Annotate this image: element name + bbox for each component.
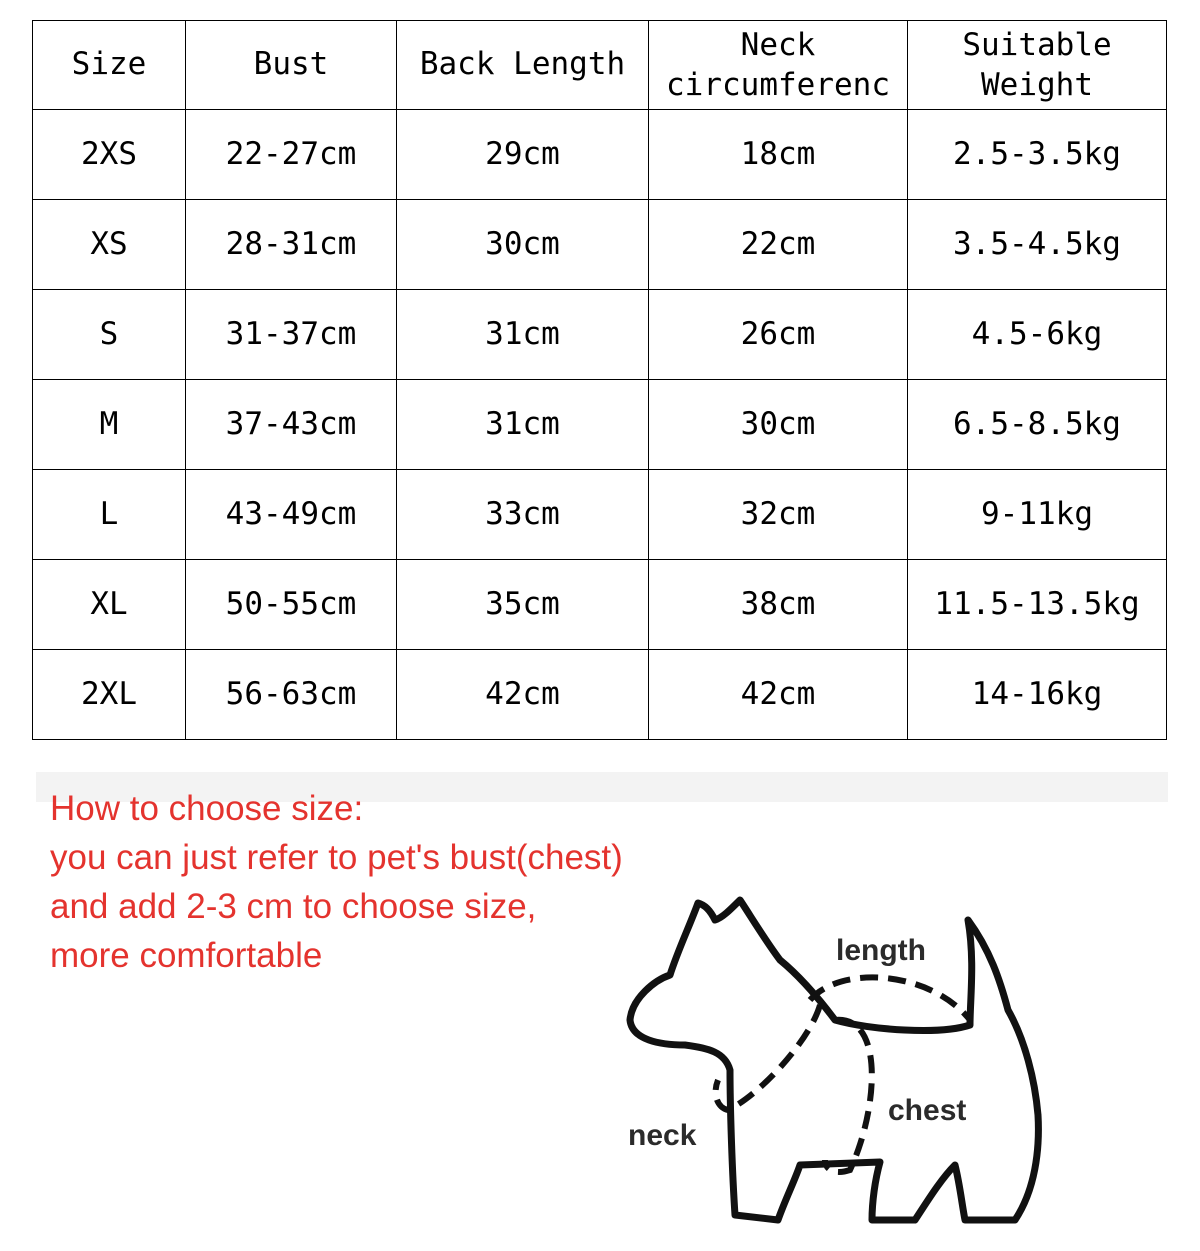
size-cell: 2XL: [33, 650, 186, 740]
table-row: [33, 650, 1167, 740]
neck-cell: 22cm: [649, 200, 908, 290]
neck-cell: 32cm: [649, 470, 908, 560]
size-cell: L: [33, 470, 186, 560]
neck-cell: 26cm: [649, 290, 908, 380]
bust-cell: 31-37cm: [186, 290, 397, 380]
weight-cell: 9-11kg: [908, 470, 1167, 560]
chest-label: chest: [888, 1094, 967, 1127]
table-row: [33, 380, 1167, 470]
table-header-row: [33, 21, 1167, 110]
neck-cell: 30cm: [649, 380, 908, 470]
header-neck-circumference: Neck circumferenc: [649, 21, 908, 110]
bust-cell: 50-55cm: [186, 560, 397, 650]
header-suitable-weight: Suitable Weight: [908, 21, 1167, 110]
weight-cell: 3.5-4.5kg: [908, 200, 1167, 290]
weight-cell: 14-16kg: [908, 650, 1167, 740]
size-cell: M: [33, 380, 186, 470]
neck-cell: 42cm: [649, 650, 908, 740]
back-length-cell: 42cm: [397, 650, 649, 740]
guide-line: you can just refer to pet's bust(chest): [50, 838, 623, 877]
bust-cell: 43-49cm: [186, 470, 397, 560]
back-length-cell: 29cm: [397, 110, 649, 200]
back-length-cell: 31cm: [397, 380, 649, 470]
size-chart-table: [32, 20, 1167, 740]
guide-line: more comfortable: [50, 936, 323, 975]
weight-cell: 4.5-6kg: [908, 290, 1167, 380]
dog-measurement-diagram: [610, 880, 1050, 1240]
size-cell: 2XS: [33, 110, 186, 200]
dog-outline: [630, 900, 1038, 1220]
table-row: [33, 560, 1167, 650]
back-length-cell: 33cm: [397, 470, 649, 560]
size-cell: XS: [33, 200, 186, 290]
table-row: [33, 200, 1167, 290]
header-size: Size: [33, 21, 186, 110]
size-cell: S: [33, 290, 186, 380]
back-length-cell: 35cm: [397, 560, 649, 650]
guide-line: and add 2-3 cm to choose size,: [50, 887, 537, 926]
table-row: [33, 290, 1167, 380]
table-row: [33, 470, 1167, 560]
size-guide-text: [50, 784, 623, 980]
bust-cell: 22-27cm: [186, 110, 397, 200]
length-label: length: [836, 934, 926, 967]
neck-label: neck: [628, 1119, 697, 1152]
bust-cell: 37-43cm: [186, 380, 397, 470]
weight-cell: 11.5-13.5kg: [908, 560, 1167, 650]
guide-line: How to choose size:: [50, 789, 364, 828]
bust-cell: 28-31cm: [186, 200, 397, 290]
dog-illustration: [610, 880, 1050, 1240]
chest-dashed-line: [825, 1020, 872, 1172]
bust-cell: 56-63cm: [186, 650, 397, 740]
weight-cell: 2.5-3.5kg: [908, 110, 1167, 200]
neck-cell: 18cm: [649, 110, 908, 200]
back-length-cell: 30cm: [397, 200, 649, 290]
weight-cell: 6.5-8.5kg: [908, 380, 1167, 470]
neck-cell: 38cm: [649, 560, 908, 650]
back-length-cell: 31cm: [397, 290, 649, 380]
header-back-length: Back Length: [397, 21, 649, 110]
table-row: [33, 110, 1167, 200]
size-cell: XL: [33, 560, 186, 650]
header-bust: Bust: [186, 21, 397, 110]
